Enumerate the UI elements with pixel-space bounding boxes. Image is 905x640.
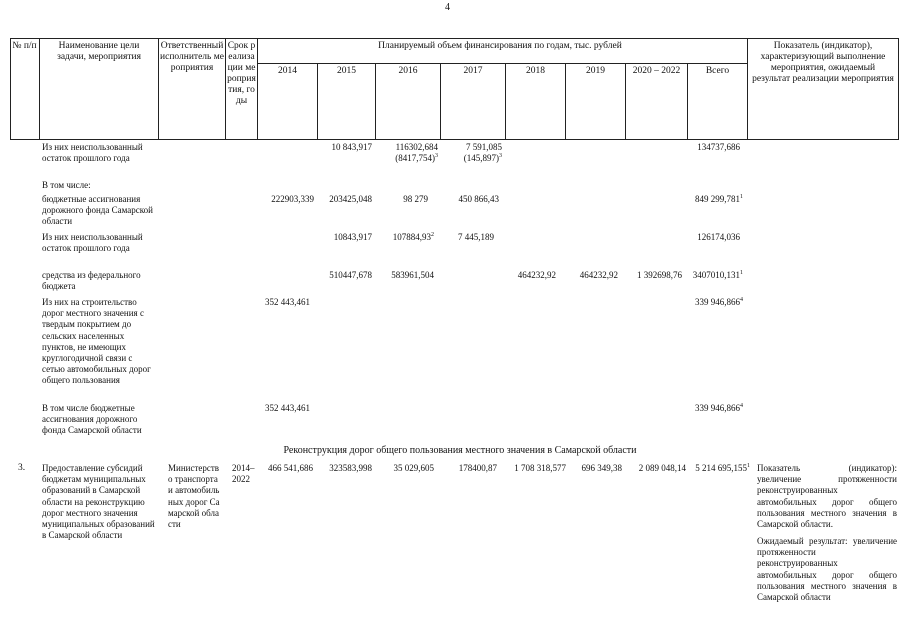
row-value-total: 849 299,781$^1$ <box>695 194 743 204</box>
row-value-2015: 203425,048 <box>329 194 372 204</box>
row-value-2014: 352 443,461 <box>265 403 310 413</box>
header-name: Наименование цели задачи, мероприятия <box>57 41 141 62</box>
row-value-2015: 510447,678 <box>329 270 372 280</box>
row-label: Из них неиспользованный остаток прошлого года <box>42 232 143 254</box>
row-value-2017: 7 591,085 $(145,897)^3$ <box>463 142 502 163</box>
rule-top <box>10 38 898 39</box>
header-year-2020-2022: 2020 – 2022 <box>632 66 681 76</box>
item-value-2014: 466 541,686 <box>268 463 313 473</box>
rule-v0 <box>10 38 11 140</box>
row-value-2018: 464232,92 <box>517 270 556 280</box>
header-year-total: Всего <box>705 66 730 76</box>
item-value-2019: 696 349,38 <box>581 463 622 473</box>
row-value-total: 339 946,866$^4$ <box>695 297 743 307</box>
header-no: № п/п <box>12 41 37 51</box>
rule-v13 <box>898 38 899 140</box>
item-expected-result: Ожидаемый результат: увеличение протяженности реконструированных автомобильных дорог общего пользования местного значения в Самарской области <box>757 536 897 603</box>
rule-v4 <box>257 38 258 140</box>
rule-v2 <box>158 38 159 140</box>
row-value-2017: 7 445,189 <box>458 232 494 242</box>
rule-header-bottom <box>10 139 898 140</box>
row-value-2016: 98 279 <box>403 194 428 204</box>
row-value-2014: 352 443,461 <box>265 297 310 307</box>
header-year-2019: 2019 <box>586 66 605 76</box>
row-label: Из них на строительство дорог местного значения с твердым покрытием до сельских населенных пунктов, не имеющих круглогодичной связи с сетью автомобильных дорог общего пользования <box>42 297 151 386</box>
item-name: Предоставление субсидий бюджетам муниципальных образований в Самарской области на реконструкцию дорог местного значения муниципальных образований в Самарской области <box>42 463 155 541</box>
header-indicator: Показатель (индикатор), характеризующий выполнение мероприятия, ожидаемый результат реализации мероприятия <box>752 41 894 84</box>
item-executor: Министерство транспорта и автомобильных дорог Самарской области <box>168 463 220 530</box>
row-value-total: 126174,036 <box>697 232 740 242</box>
row-label: средства из федерального бюджета <box>42 270 141 292</box>
header-year-2016: 2016 <box>398 66 418 76</box>
row-value-total: 3407010,131$^1$ <box>692 270 743 280</box>
item-indicator: Показатель (индикатор): увеличение протяженности реконструированных автомобильных дорог общего пользования местного значения в Самарской области. <box>757 463 897 530</box>
item-value-total: 5 214 695,155$^1$ <box>695 463 750 473</box>
item-number: 3. <box>18 463 26 473</box>
row-value-2020-2022: 1 392698,76 <box>637 270 682 280</box>
section-title: Реконструкция дорог общего пользования местного значения в Самарской области <box>283 445 637 456</box>
header-year-2015: 2015 <box>337 66 356 76</box>
header-term: Срок реализации мероприятия, годы <box>227 41 256 106</box>
item-value-2016: 35 029,605 <box>393 463 434 473</box>
rule-years <box>257 63 747 64</box>
row-value-total: 134737,686 <box>697 142 740 152</box>
row-value-2015: 10843,917 <box>333 232 372 242</box>
header-year-2014: 2014 <box>278 66 297 76</box>
rule-v12 <box>747 38 748 140</box>
item-term: 2014– 2022 <box>232 463 255 485</box>
item-value-2018: 1 708 318,577 <box>514 463 566 473</box>
page-number: 4 <box>445 2 450 13</box>
rule-v3 <box>225 38 226 140</box>
row-label: В том числе: <box>42 180 91 190</box>
header-funding: Планируемый объем финансирования по годам, тыс. рублей <box>378 41 622 51</box>
row-label: Из них неиспользованный остаток прошлого года <box>42 142 143 164</box>
row-value-2017: 450 866,43 <box>458 194 499 204</box>
row-value-2015: 10 843,917 <box>331 142 372 152</box>
item-value-2017: 178400,87 <box>458 463 497 473</box>
row-label: В том числе бюджетные ассигнования дорожного фонда Самарской области <box>42 403 142 436</box>
item-value-2015: 323583,998 <box>329 463 372 473</box>
header-exec: Ответственный исполнитель мероприятия <box>160 41 224 73</box>
row-value-total: 339 946,866$^4$ <box>695 403 743 413</box>
rule-v1 <box>39 38 40 140</box>
header-year-2017: 2017 <box>463 66 483 76</box>
row-value-2019: 464232,92 <box>579 270 618 280</box>
header-year-2018: 2018 <box>526 66 545 76</box>
row-label: бюджетные ассигнования дорожного фонда Самарской области <box>42 194 153 227</box>
row-value-2016: 583961,504 <box>391 270 434 280</box>
item-value-2020-2022: 2 089 048,14 <box>638 463 686 473</box>
row-value-2016: 116302,684 $(8417,754)^3$ <box>395 142 438 163</box>
row-value-2014: 222903,339 <box>271 194 314 204</box>
row-value-2016: 107884,93$^2$ <box>392 232 434 242</box>
